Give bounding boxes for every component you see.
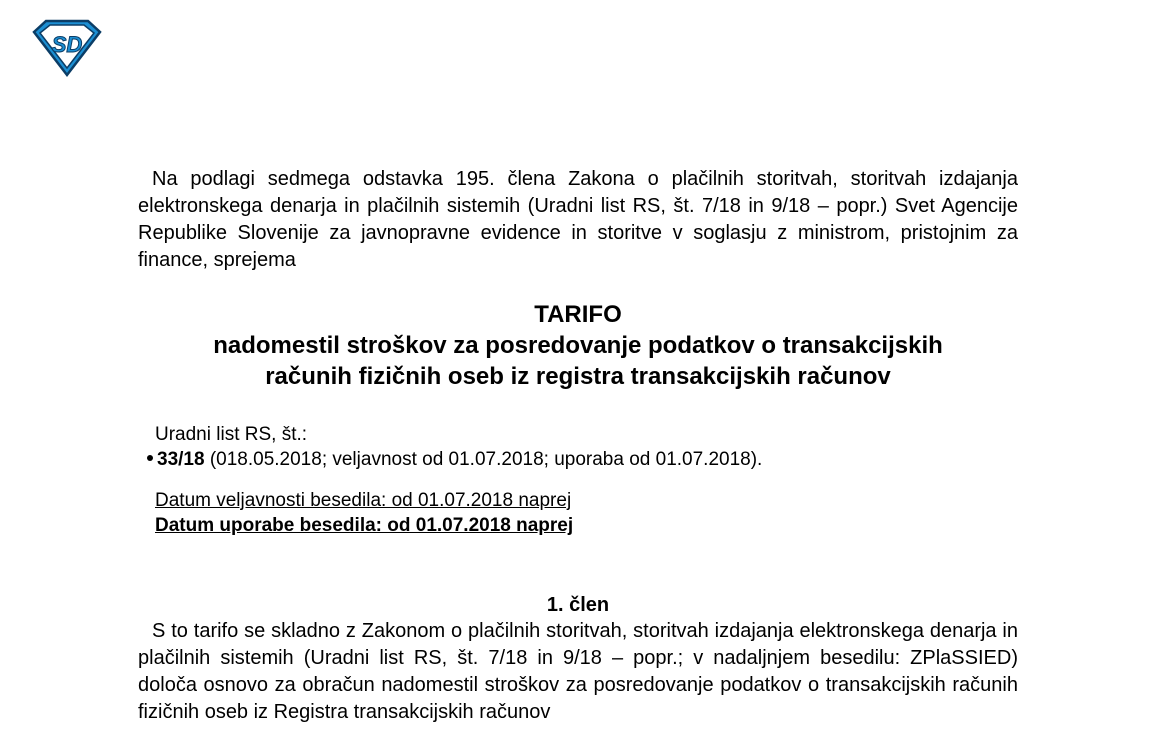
gazette-section <box>155 422 770 472</box>
title-line-1: TARIFO <box>534 301 622 328</box>
title-line-3: računih fizičnih oseb iz registra transakcijskih računov <box>265 363 891 390</box>
gazette-list-item <box>147 447 762 472</box>
dates-section <box>155 488 573 538</box>
intro-text: Na podlagi sedmega odstavka 195. člena Zakona o plačilnih storitvah, storitvah izdajanja elektronskega denarja in plačilnih sistemih (Uradni list RS, št. 7/18 in 9/18 – popr.) Svet Agencije Republike Slovenije za javnopravne evidence in storitve v soglasju z ministrom, pristojnim za finance, sprejema <box>138 168 1018 271</box>
gazette-detail: (018.05.2018; veljavnost od 01.07.2018; uporaba od 01.07.2018). <box>204 449 763 470</box>
title-line-2: nadomestil stroškov za posredovanje podatkov o transakcijskih <box>213 332 943 359</box>
article-1-heading: 1. člen <box>546 594 610 616</box>
bullet-icon <box>147 455 153 461</box>
document-title <box>138 299 1018 392</box>
gazette-label: Uradni list RS, št.: <box>155 424 308 445</box>
intro-paragraph <box>138 166 1018 274</box>
validity-date: Datum veljavnosti besedila: od 01.07.2018 naprej <box>155 490 572 511</box>
shield-logo-icon <box>30 18 104 78</box>
article-1-text: S to tarifo se skladno z Zakonom o plačilnih storitvah, storitvah izdajanja elektronskega denarja in plačilnih sistemih (Uradni list RS, št. 7/18 in 9/18 – popr.; v nadaljnjem besedilu: ZPlaSSIED) določa osnovo za obračun nadomestil stroškov za posredovanje podatkov o transakcijskih računih fizičnih oseb iz Registra transakcijskih računov <box>138 620 1018 723</box>
article-1-paragraph <box>138 618 1018 726</box>
application-date: Datum uporabe besedila: od 01.07.2018 naprej <box>155 515 574 536</box>
logo-text: SD <box>51 32 83 57</box>
gazette-number-link[interactable]: 33/18 <box>157 449 205 470</box>
